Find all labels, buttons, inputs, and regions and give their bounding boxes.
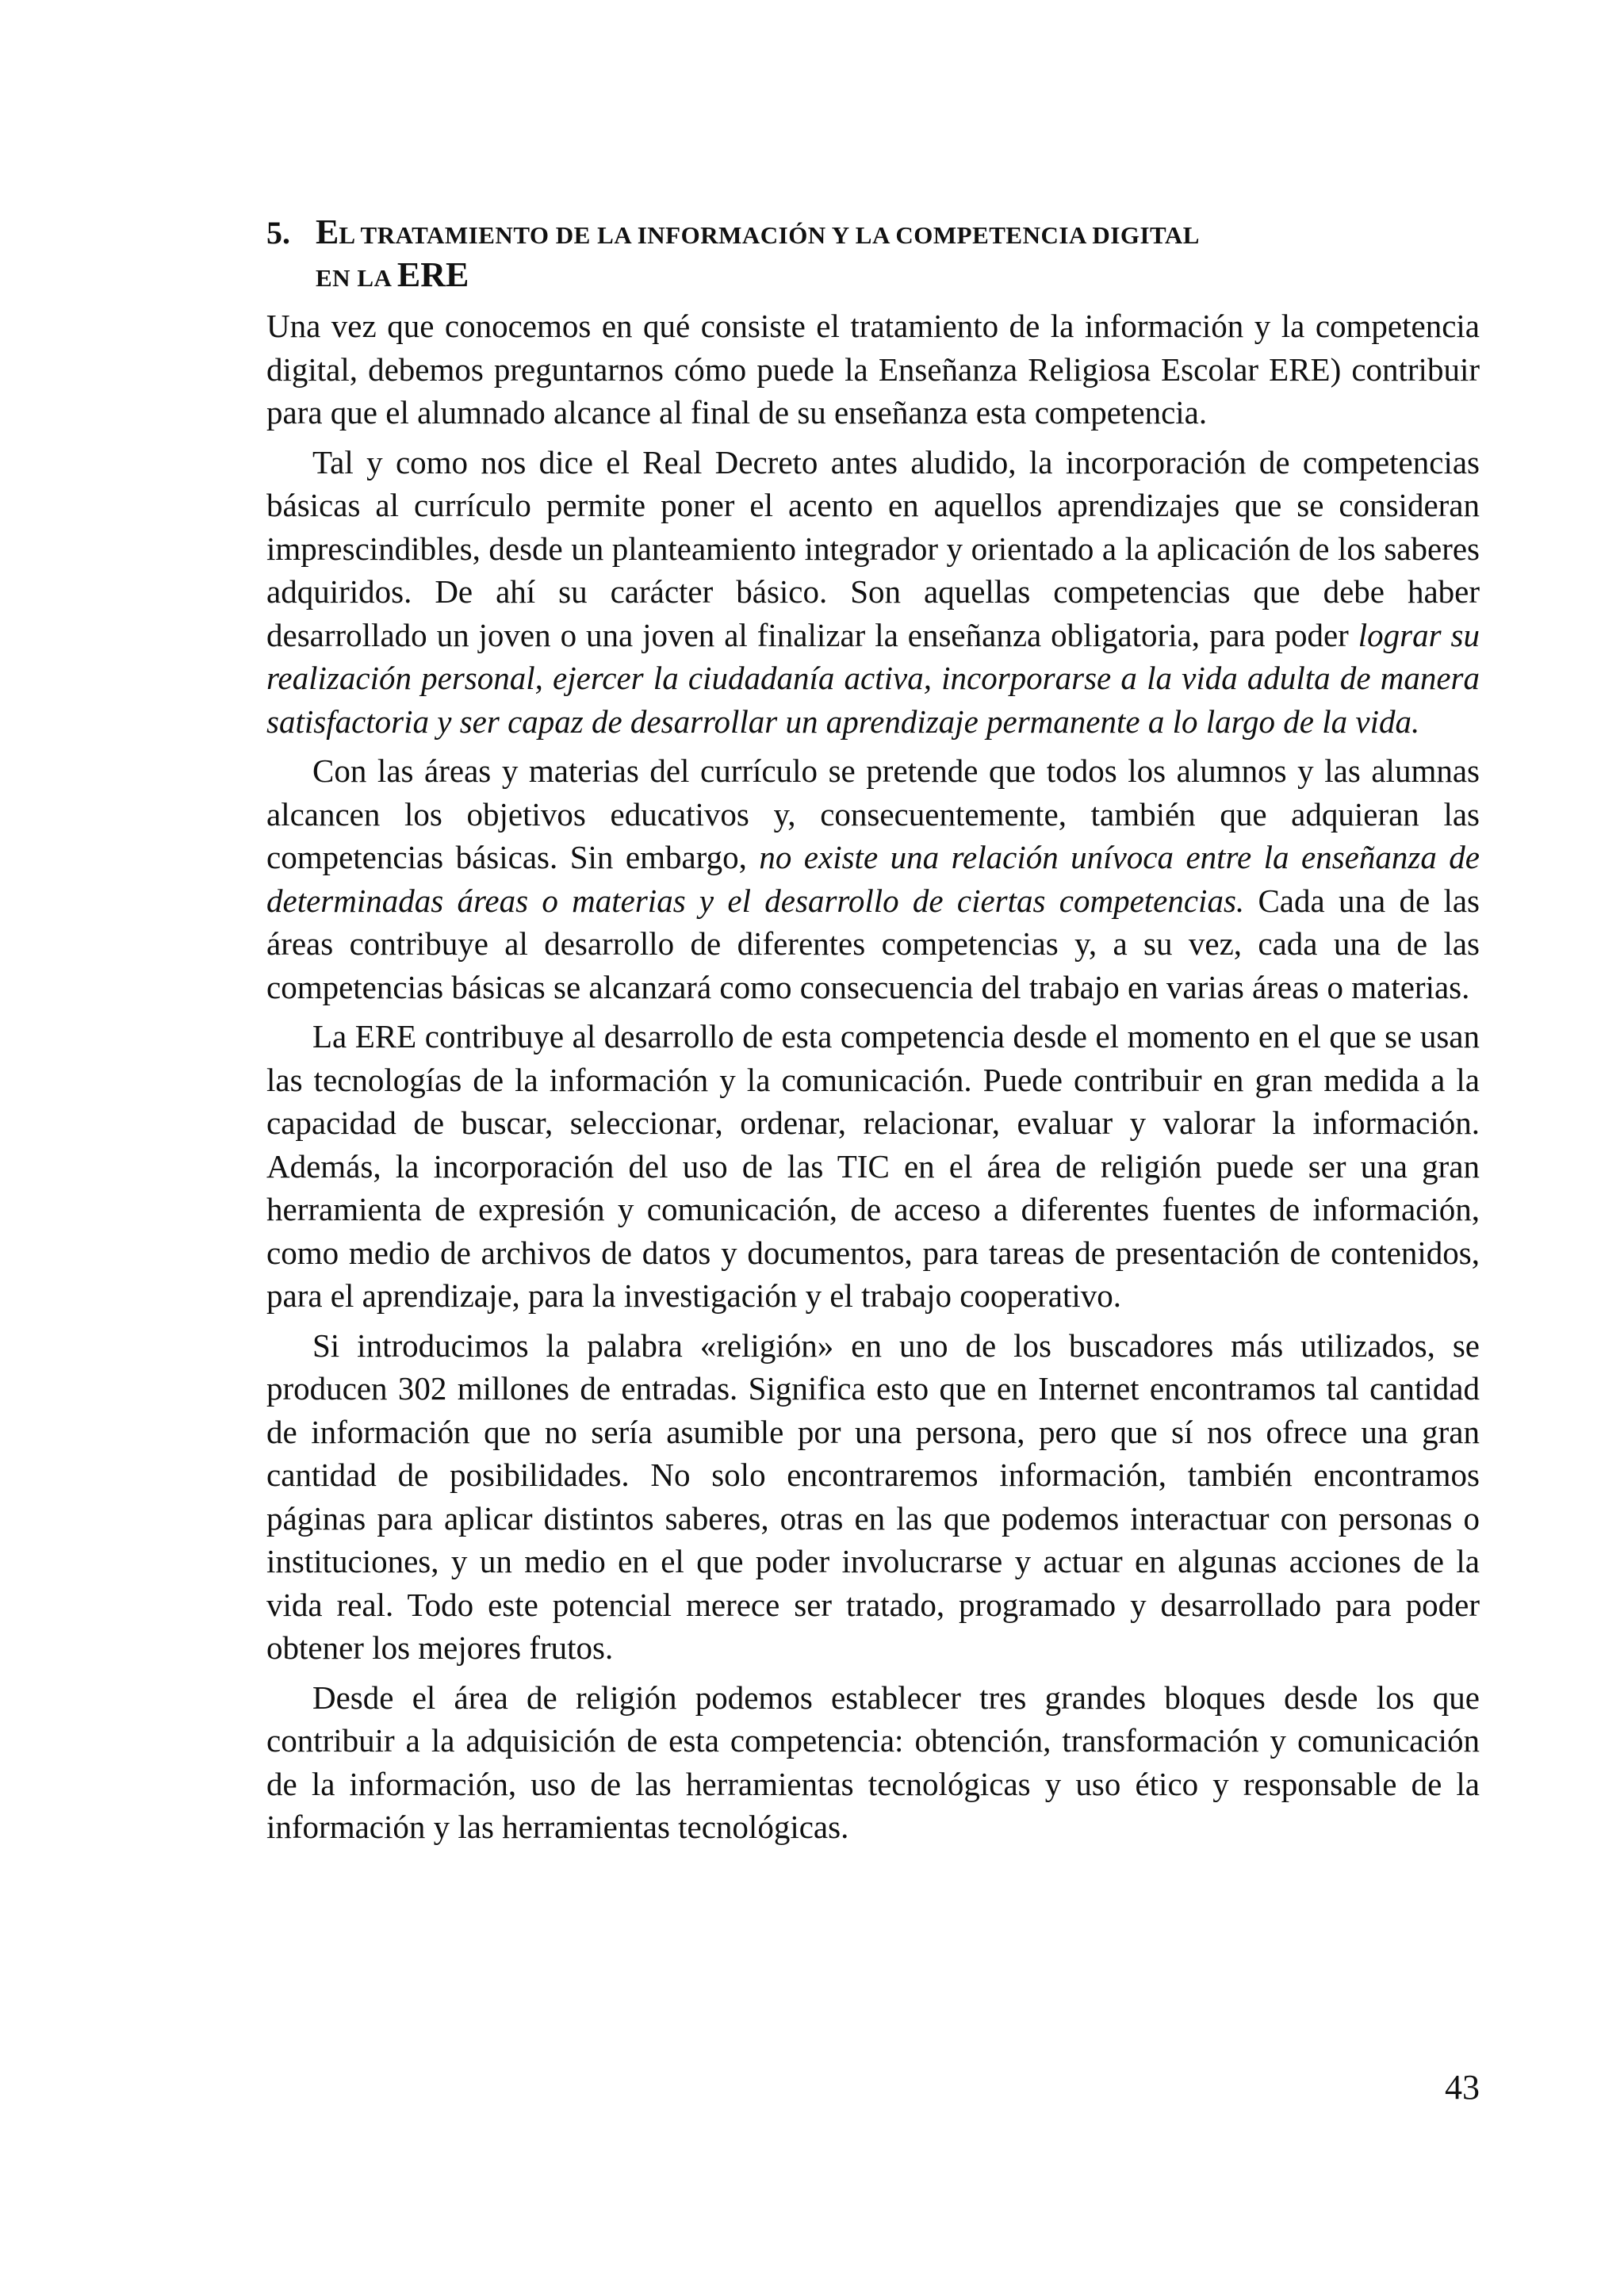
section-number: 5. xyxy=(266,215,290,251)
section-title-rest: L TRATAMIENTO DE LA INFORMACIÓN Y LA COMPETENCIA DIGITAL xyxy=(339,221,1200,249)
section-heading-line-2 xyxy=(266,255,1480,298)
paragraph-2-italic: lograr su realización personal, ejercer la ciudadanía activa, incorporarse a la vida adulta de manera satisfactoria y ser capaz de desarrollar un aprendizaje permanente a lo largo de la vida. xyxy=(266,616,1480,740)
section-heading-line-1 xyxy=(266,212,1480,255)
page-content xyxy=(266,212,1480,1855)
paragraph-5 xyxy=(266,1324,1480,1670)
section-title-acronym: ERE xyxy=(396,255,469,294)
page-number: 43 xyxy=(1445,2068,1480,2107)
paragraph-2 xyxy=(266,441,1480,744)
paragraph-2-text: Tal y como nos dice el Real Decreto antes aludido, la incorporación de competencias básicas al currículo permite poner el acento en aquellos aprendizajes que se consideran imprescindibles, desde un planteamiento integrador y orientado a la aplicación de los saberes adquiridos. De ahí su carácter básico. Son aquellas competencias que debe haber desarrollado un joven o una joven al finalizar la enseñanza obligatoria, para poder xyxy=(266,443,1480,653)
paragraph-1 xyxy=(266,304,1480,434)
paragraph-4 xyxy=(266,1015,1480,1318)
paragraph-3-text-a: Con las áreas y materias del currículo se pretende que todos los alumnos y las alumnas alcancen los objetivos educativos y, consecuentemente, también que adquieran las competencias básicas. Sin embargo, xyxy=(266,752,1480,875)
paragraph-1-text: Una vez que conocemos en qué consiste el tratamiento de la información y la competencia digital, debemos preguntarnos cómo puede la Enseñanza Religiosa Escolar ERE) contribuir para que el alumnado alcance al final de su enseñanza esta competencia. xyxy=(266,308,1480,431)
paragraph-4-text: La ERE contribuye al desarrollo de esta competencia desde el momento en el que se usan las tecnologías de la información y la comunicación. Puede contribuir en gran medida a la capacidad de buscar, seleccionar, ordenar, relacionar, evaluar y valorar la información. Además, la incorporación del uso de las TIC en el área de religión puede ser una gran herramienta de expresión y comunicación, de acceso a diferentes fuentes de información, como medio de archivos de datos y documentos, para tareas de presentación de contenidos, para el aprendizaje, para la investigación y el trabajo cooperativo. xyxy=(266,1018,1480,1314)
paragraph-5-text: Si introducimos la palabra «religión» en uno de los buscadores más utilizados, se producen 302 millones de entradas. Significa esto que en Internet encontramos tal cantidad de información que no sería asumible por una persona, pero que sí nos ofrece una gran cantidad de posibilidades. No solo encontraremos información, también encontramos páginas para aplicar distintos saberes, otras en las que podemos interactuar con personas o instituciones, y un medio en el que poder involucrarse y actuar en algunas acciones de la vida real. Todo este potencial merece ser tratado, programado y desarrollado para poder obtener los mejores frutos. xyxy=(266,1326,1480,1666)
paragraph-6 xyxy=(266,1676,1480,1849)
section-title-prefix: EN LA xyxy=(316,264,397,292)
section-heading xyxy=(266,212,1480,298)
paragraph-6-text: Desde el área de religión podemos establecer tres grandes bloques desde los que contribuir a la adquisición de esta competencia: obtención, transformación y comunicación de la información, uso de las herramientas tecnológicas y uso ético y responsable de la información y las herramientas tecnológicas. xyxy=(266,1679,1480,1845)
paragraph-3-italic: no existe una relación unívoca entre la enseñanza de determinadas áreas o materias y el desarrollo de ciertas competencias. xyxy=(266,839,1480,919)
paragraph-3-text-b: Cada una de las áreas contribuye al desarrollo de diferentes competencias y, a su vez, cada una de las competencias básicas se alcanzará como consecuencia del trabajo en varias áreas o materias. xyxy=(266,882,1480,1005)
section-title-initial: E xyxy=(316,212,339,251)
paragraph-3 xyxy=(266,749,1480,1009)
